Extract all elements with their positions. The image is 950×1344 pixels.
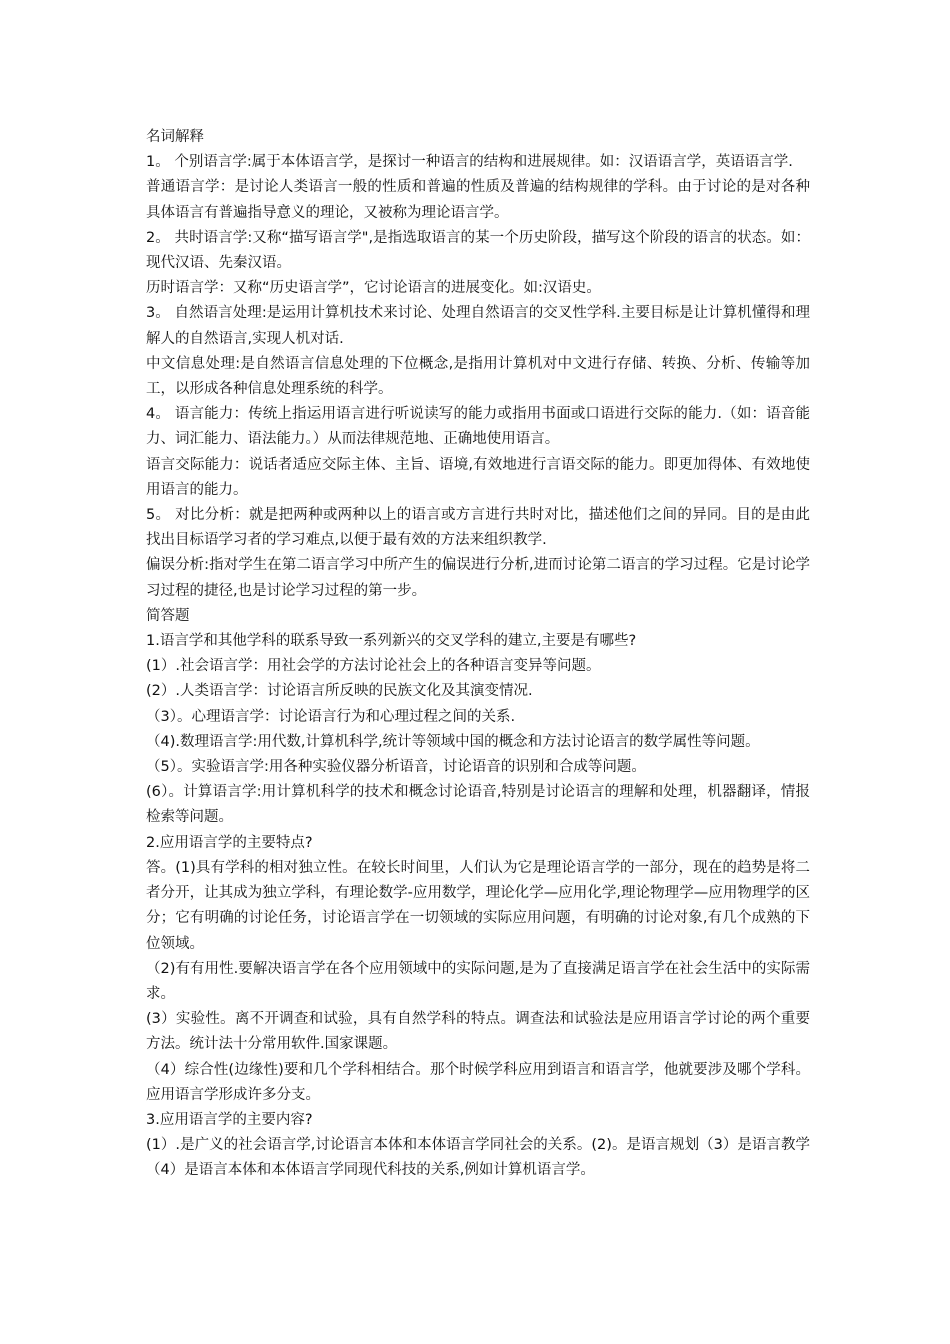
paragraph: （5）。实验语言学:用各种实验仪器分析语音，讨论语音的识别和合成等问题。 (146, 759, 646, 776)
paragraph: 1.语言学和其他学科的联系导致一系列新兴的交叉学科的建立,主要是有哪些? (146, 633, 637, 650)
paragraph: 3.应用语言学的主要内容? (146, 1111, 313, 1128)
section-title-terms: 名词解释 (146, 129, 204, 145)
paragraph: （4).数理语言学:用代数,计算机科学,统计等领域中国的概念和方法讨论语言的数学属性等问题。 (146, 733, 760, 750)
section-title-short-answer: 简答题 (146, 607, 190, 624)
paragraph: （4）综合性(边缘性)要和几个学科相结合。那个时候学科应用到语言和语言学，他就要涉及哪个学科。应用语言学形成许多分支。 (146, 1061, 810, 1103)
paragraph: 偏误分析:指对学生在第二语言学习中所产生的偏误进行分析,进而讨论第二语言的学习过程。它是讨论学习过程的捷径,也是讨论学习过程的第一步。 (146, 557, 810, 599)
paragraph: （2)有有用性.要解决语言学在各个应用领域中的实际问题,是为了直接满足语言学在社会生活中的实际需求。 (146, 960, 810, 1002)
document-body (146, 125, 810, 1184)
paragraph: 4。 语言能力：传统上指运用语言进行听说读写的能力或指用书面或口语进行交际的能力.（如：语音能力、词汇能力、语法能力。）从而法律规范地、正确地使用语言。 (146, 406, 810, 448)
paragraph: 2.应用语言学的主要特点? (146, 834, 313, 851)
paragraph: (2）.人类语言学：讨论语言所反映的民族文化及其演变情况. (146, 683, 533, 700)
paragraph: (3）实验性。离不开调查和试验，具有自然学科的特点。调查法和试验法是应用语言学讨论的两个重要方法。统计法十分常用软件.国家课题。 (146, 1011, 810, 1053)
paragraph: 2。 共时语言学:又称“描写语言学",是指选取语言的某一个历史阶段，描写这个阶段的语言的状态。如：现代汉语、先秦汉语。 (146, 229, 810, 272)
paragraph: 中文信息处理:是自然语言信息处理的下位概念,是指用计算机对中文进行存储、转换、分析、传输等加工，以形成各种信息处理系统的科学。 (146, 355, 810, 398)
paragraph: 答。(1)具有学科的相对独立性。在较长时间里，人们认为它是理论语言学的一部分，现在的趋势是将二者分开，让其成为独立学科，有理论数学-应用数学，理论化学—应用化学,理论物理学—应用物理学的区分；它有明确的讨论任务，讨论语言学在一切领域的实际应用问题，有明确的讨论对象,有几个成熟的下位领域。 (146, 859, 810, 952)
paragraph: 1。 个别语言学:属于本体语言学，是探讨一种语言的结构和进展规律。如：汉语语言学，英语语言学. (146, 154, 793, 171)
paragraph: (6）。计算语言学:用计算机科学的技术和概念讨论语音,特别是讨论语言的理解和处理，机器翻译，情报检索等问题。 (146, 784, 810, 826)
paragraph: （3）。心理语言学：讨论语言行为和心理过程之间的关系. (146, 708, 516, 725)
paragraph: 3。 自然语言处理:是运用计算机技术来讨论、处理自然语言的交叉性学科.主要目标是让计算机懂得和理解人的自然语言,实现人机对话. (146, 305, 810, 347)
paragraph: 历时语言学：又称“历史语言学”，它讨论语言的进展变化。如:汉语史。 (146, 280, 601, 297)
paragraph: 语言交际能力：说话者适应交际主体、主旨、语境,有效地进行言语交际的能力。即更加得体、有效地使用语言的能力。 (146, 456, 810, 498)
paragraph: (1）.社会语言学：用社会学的方法讨论社会上的各种语言变异等问题。 (146, 658, 601, 675)
paragraph: 普通语言学：是讨论人类语言一般的性质和普遍的性质及普遍的结构规律的学科。由于讨论的是对各种具体语言有普遍指导意义的理论，又被称为理论语言学。 (146, 179, 810, 221)
paragraph: (1）.是广义的社会语言学,讨论语言本体和本体语言学同社会的关系。(2)。是语言规划（3）是语言教学（4）是语言本体和本体语言学同现代科技的关系,例如计算机语言学。 (146, 1137, 810, 1179)
paragraph: 5。 对比分析：就是把两种或两种以上的语言或方言进行共时对比，描述他们之间的异同。目的是由此找出目标语学习者的学习难点,以便于最有效的方法来组织教学. (146, 507, 810, 549)
